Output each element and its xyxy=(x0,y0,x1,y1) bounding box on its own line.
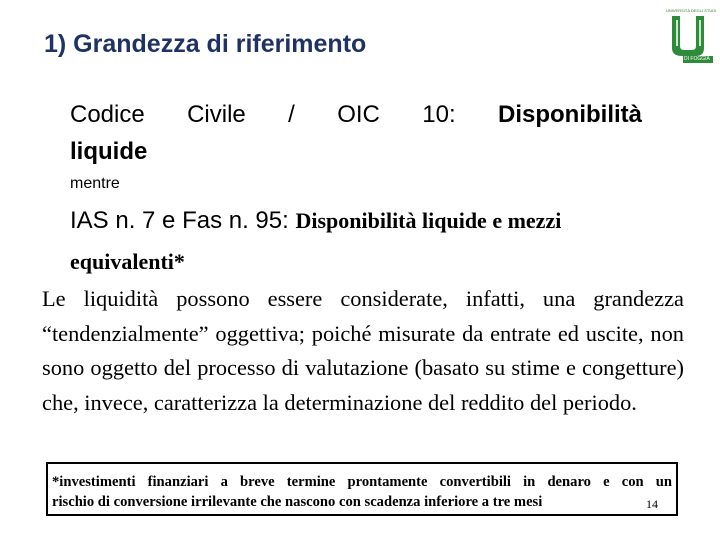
logo-caption: UNIVERSITÀ DEGLI STUDI xyxy=(666,8,717,13)
paragraph1-prefix: Codice Civile / OIC 10: xyxy=(70,101,498,128)
logo-bar-text: DI FOGGIA xyxy=(684,56,710,62)
footnote-line2: rischio di conversione irrilevante che nascono con scadenza inferiore a tre mesi xyxy=(52,494,543,510)
paragraph-liquidita: Le liquidità possono essere considerate, infatti, una grandezza “tendenzialmente” oggettiva; poiché misurate da entrate ed uscite, non sono oggetto del processo di valutazione (basato su stime e congetture) che, invece, caratterizza la determinazione del reddito del periodo. xyxy=(42,286,684,415)
page-number: 14 xyxy=(646,497,658,511)
paragraph2-bold: Disponibilità liquide e mezzi equivalenti* xyxy=(70,208,562,274)
footnote xyxy=(52,472,672,512)
connector-text: mentre xyxy=(70,175,120,192)
paragraph2-prefix: IAS n. 7 e Fas n. 95: xyxy=(70,207,296,234)
paragraph1-line2: liquide xyxy=(70,138,148,165)
paragraph-codice-civile xyxy=(70,96,642,170)
footnote-line1: *investimenti finanziari a breve termine prontamente convertibili in denaro e con un xyxy=(52,474,672,490)
paragraph-ias xyxy=(70,202,650,284)
slide-title: 1) Grandezza di riferimento xyxy=(44,30,367,58)
paragraph1-bold: Disponibilità xyxy=(498,101,642,128)
paragraph1-line1 xyxy=(70,96,642,133)
